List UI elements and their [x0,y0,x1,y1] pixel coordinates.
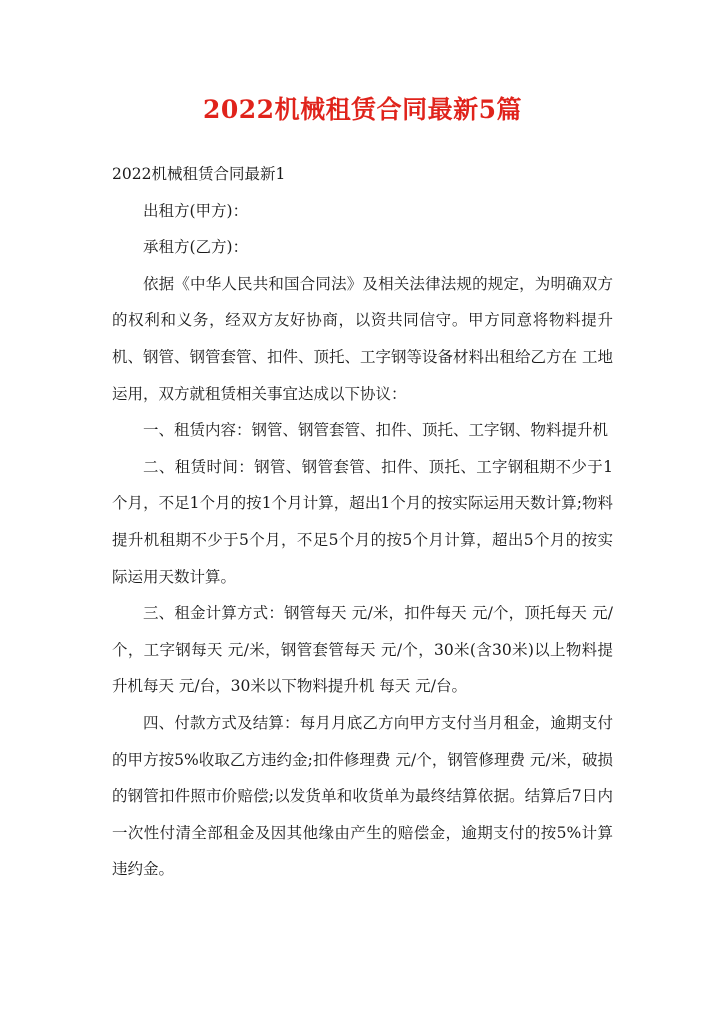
paragraph-1: 2022机械租赁合同最新1 [112,165,286,183]
paragraph-5: 一、租赁内容：钢管、钢管套管、扣件、顶托、工字钢、物料提升机 [143,421,609,440]
paragraph-7: 三、租金计算方式：钢管每天 元/米，扣件每天 元/个，顶托每天 元/个，工字钢每天 元/米，钢管套管每天 元/个，30米(含30米)以上物料提升机每天 元/台，30米以下物料提升机 每天 元/台。 [112,604,613,696]
paragraph-3: 承租方(乙方)： [143,238,249,257]
document-title: 2022机械租赁合同最新5篇 [203,95,522,124]
paragraph-2: 出租方(甲方)： [143,201,249,220]
paragraph-6: 二、租赁时间：钢管、钢管套管、扣件、顶托、工字钢租期不少于1个月，不足1个月的按1个月计算，超出1个月的按实际运用天数计算;物料提升机租期不少于5个月，不足5个月的按5个月计算，超出5个月的按实际运用天数计算。 [112,457,613,586]
paragraph-8: 四、付款方式及结算：每月月底乙方向甲方支付当月租金，逾期支付的甲方按5%收取乙方违约金;扣件修理费 元/个，钢管修理费 元/米，破损的钢管扣件照市价赔偿;以发货单和收货单为最终结算依据。结算后7日内一次性付清全部租金及因其他缘由产生的赔偿金，逾期支付的按5%计算违约金。 [112,713,613,879]
document-body [112,156,613,888]
paragraph-4: 依据《中华人民共和国合同法》及相关法律法规的规定，为明确双方的权利和义务，经双方友好协商，以资共同信守。甲方同意将物料提升机、钢管、钢管套管、扣件、顶托、工字钢等设备材料出租给乙方在 工地运用，双方就租赁相关事宜达成以下协议： [112,274,613,403]
